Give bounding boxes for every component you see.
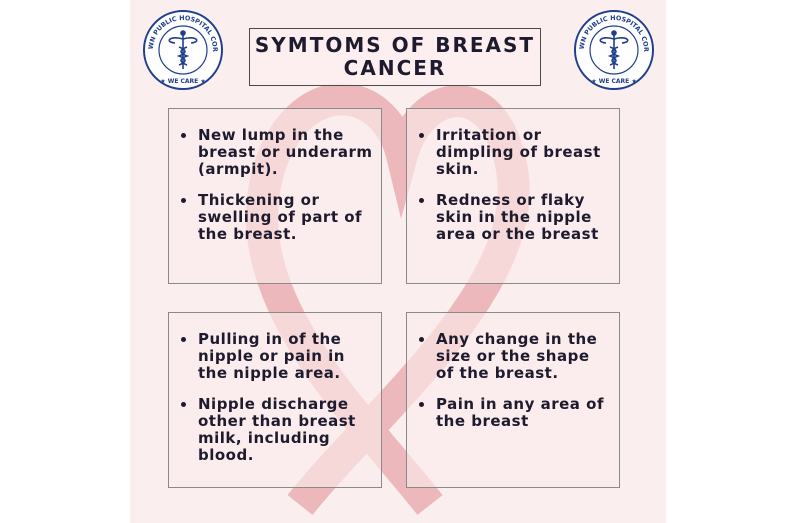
page-title xyxy=(249,28,541,86)
hospital-seal-right xyxy=(573,9,655,91)
seal-ring-text: WN PUBLIC HOSPITAL COR xyxy=(577,13,651,52)
symptom-card-1 xyxy=(168,108,382,284)
symptom-item: Any change in the size or the shape of the breast. xyxy=(417,331,611,382)
title-line-2: CANCER xyxy=(343,56,447,80)
symptom-item: Thickening or swelling of part of the breast. xyxy=(179,192,373,243)
seal-ring-text: WN PUBLIC HOSPITAL COR xyxy=(146,13,220,52)
symptom-item: Irritation or dimpling of breast skin. xyxy=(417,127,611,178)
symptom-item: Pulling in of the nipple or pain in the nipple area. xyxy=(179,331,373,382)
symptom-card-3 xyxy=(168,312,382,488)
poster xyxy=(130,0,666,523)
symptom-item: Nipple discharge other than breast milk, including blood. xyxy=(179,396,373,464)
hospital-seal-left xyxy=(142,9,224,91)
symptom-card-2 xyxy=(406,108,620,284)
seal-motto: ★ WE CARE ★ xyxy=(160,78,206,85)
symptom-list xyxy=(179,331,373,464)
symptom-list xyxy=(417,127,611,243)
symptom-item: Redness or flaky skin in the nipple area or the breast xyxy=(417,192,611,243)
symptom-item: Pain in any area of the breast xyxy=(417,396,611,430)
symptom-list xyxy=(417,331,611,430)
title-line-1: SYMTOMS OF BREAST xyxy=(254,33,536,57)
symptom-list xyxy=(179,127,373,243)
symptom-item: New lump in the breast or underarm (armpit). xyxy=(179,127,373,178)
symptom-card-4 xyxy=(406,312,620,488)
seal-motto: ★ WE CARE ★ xyxy=(591,78,637,85)
